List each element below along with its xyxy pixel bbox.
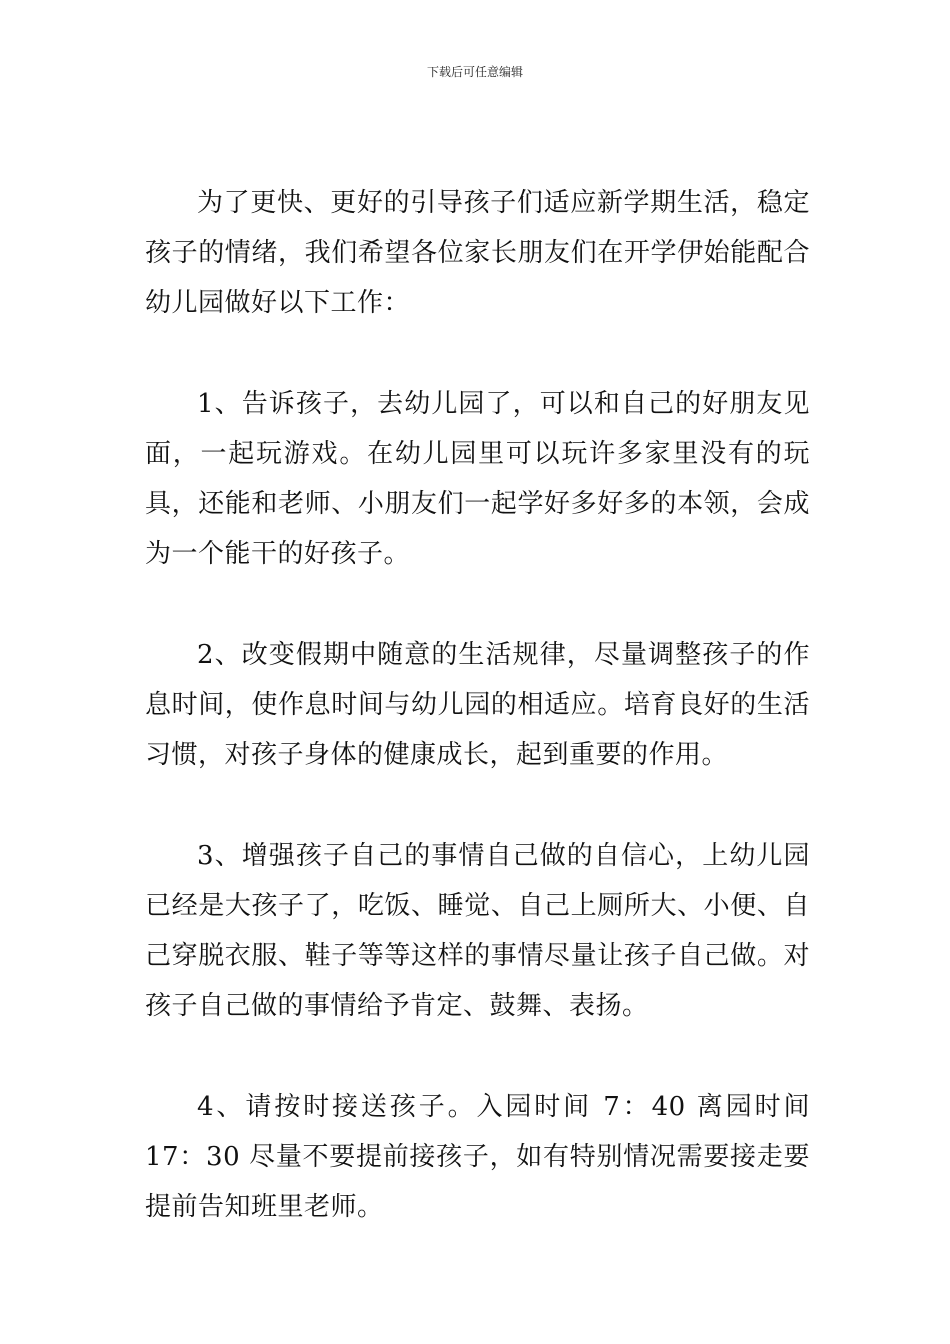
document-body	[145, 178, 810, 1283]
paragraph-item-1: 1、告诉孩子，去幼儿园了，可以和自己的好朋友见面，一起玩游戏。在幼儿园里可以玩许多家里没有的玩具，还能和老师、小朋友们一起学好多好多的本领，会成为一个能干的好孩子。	[145, 389, 810, 569]
paragraph-item-2: 2、改变假期中随意的生活规律，尽量调整孩子的作息时间，使作息时间与幼儿园的相适应。培育良好的生活习惯，对孩子身体的健康成长，起到重要的作用。	[145, 640, 810, 770]
paragraph-intro: 为了更快、更好的引导孩子们适应新学期生活，稳定孩子的情绪，我们希望各位家长朋友们在开学伊始能配合幼儿园做好以下工作：	[145, 188, 810, 318]
paragraph-item-3: 3、增强孩子自己的事情自己做的自信心，上幼儿园已经是大孩子了，吃饭、睡觉、自己上厕所大、小便、自己穿脱衣服、鞋子等等这样的事情尽量让孩子自己做。对孩子自己做的事情给予肯定、鼓舞、表扬。	[145, 841, 810, 1021]
paragraph-item-4: 4、请按时接送孩子。入园时间 7：40 离园时间 17：30 尽量不要提前接孩子，如有特别情况需要接走要提前告知班里老师。	[145, 1092, 810, 1222]
page-header: 下载后可任意编辑	[426, 65, 523, 79]
